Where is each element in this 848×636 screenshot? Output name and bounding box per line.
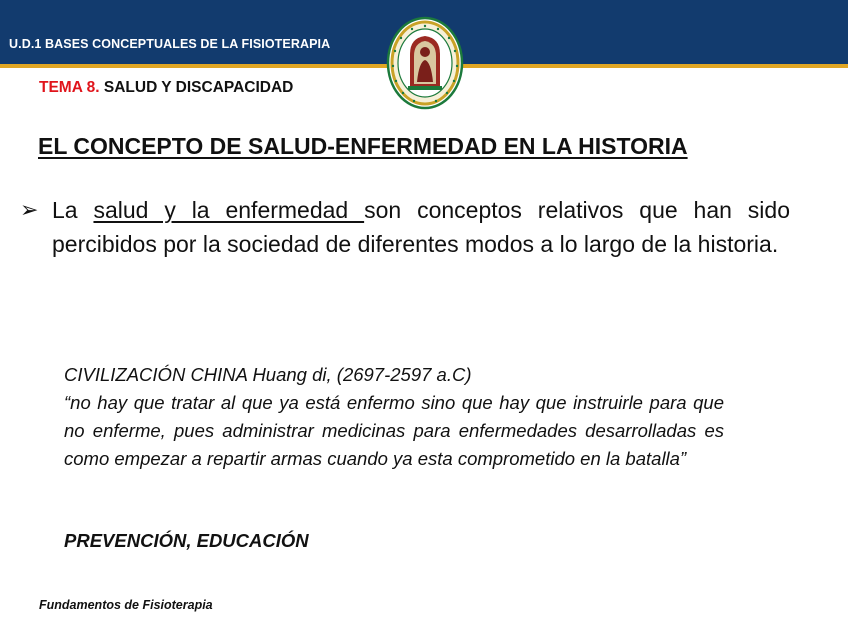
university-seal-icon — [386, 16, 464, 110]
bullet-text — [52, 193, 790, 261]
topic-name: SALUD Y DISCAPACIDAD — [99, 79, 294, 96]
bullet-rest: son conceptos relativos que han sido percibidos por la sociedad de diferentes modos a lo largo de la historia. — [52, 197, 790, 257]
arrow-bullet-icon: ➢ — [20, 197, 39, 222]
bullet-underlined-term: salud y la enfermedad — [93, 197, 365, 223]
slide-heading: EL CONCEPTO DE SALUD-ENFERMEDAD EN LA HISTORIA — [38, 133, 688, 159]
topic-number: TEMA 8. — [39, 79, 100, 96]
quote-block — [64, 361, 724, 473]
topic-title — [39, 79, 293, 97]
quote-source: CIVILIZACIÓN CHINA Huang di, (2697-2597 a.C) — [64, 364, 472, 385]
conclusion-text: PREVENCIÓN, EDUCACIÓN — [64, 530, 309, 551]
unit-title: U.D.1 BASES CONCEPTUALES DE LA FISIOTERAPIA — [9, 37, 331, 51]
bullet-lead: La — [52, 197, 94, 223]
footer-text: Fundamentos de Fisioterapia — [39, 598, 213, 612]
quote-text: “no hay que tratar al que ya está enfermo sino que hay que instruirle para que no enferme, pues administrar medicinas para enfermedades desarrolladas es como empezar a repartir armas cuando ya esta comprometido en la batalla” — [64, 392, 724, 469]
bullet-point — [20, 193, 790, 261]
